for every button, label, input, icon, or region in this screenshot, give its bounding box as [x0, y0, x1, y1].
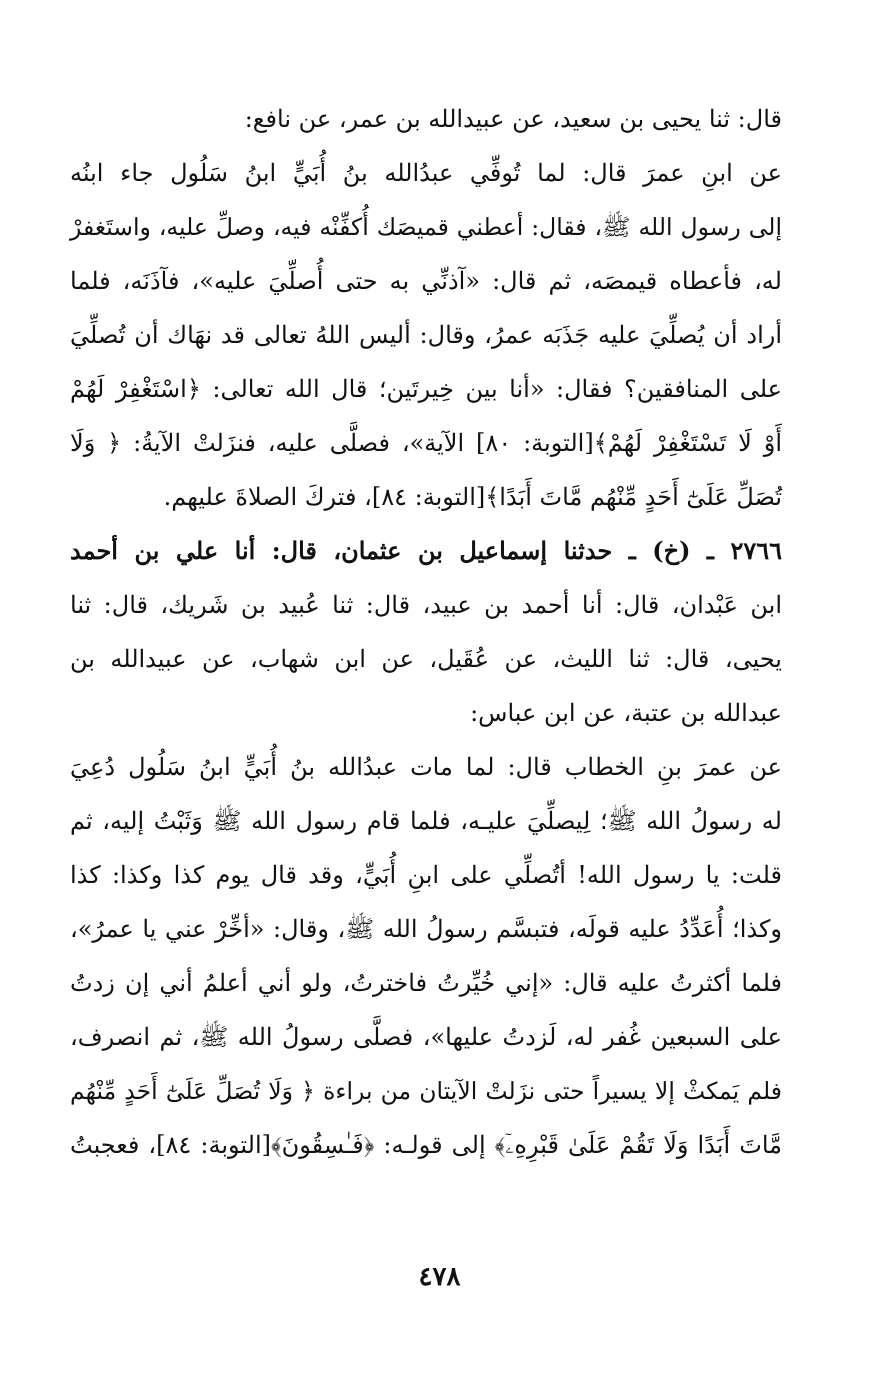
text-line: له رسولُ الله ﷺ؛ لِيصلِّيَ عليـه، فلما قام رسول الله ﷺ وَثَبْتُ إليه، ثم: [70, 807, 782, 835]
text-line: قلت: يا رسول الله! أتُصلِّي على ابنِ أُبَيٍّ، وقد قال يوم كذا وكذا: كذا: [70, 861, 782, 889]
text-line: ابن عَبْدان، قال: أنا أحمد بن عبيد، قال: ثنا عُبيد بن شَريك، قال: ثنا: [70, 591, 782, 619]
text-line: عبدالله بن عتبة، عن ابن عباس:: [470, 699, 782, 727]
text-line: فلما أكثرتُ عليه قال: «إني خُيِّرتُ فاخترتُ، ولو أني أعلمُ أني إن زدتُ: [70, 969, 782, 997]
text-line: تُصَلِّ عَلَىٰٓ أَحَدٍ مِّنْهُم مَّاتَ أَبَدًا﴾[التوبة: ٨٤]، فتركَ الصلاةَ عليهم.: [163, 483, 782, 511]
text-line: عن ابنِ عمرَ قال: لما تُوفِّي عبدُالله بنُ أُبَيٍّ ابنُ سَلُول جاء ابنُه: [70, 159, 782, 187]
text-line: مَّاتَ أَبَدًا وَلَا تَقُمْ عَلَىٰ قَبْرِهِۦٓ﴾ إلى قولـه: ﴿فَـٰسِقُونَ﴾[التوبة: ٨٤]، فعجبتُ: [70, 1131, 782, 1159]
page-number: ٤٧٨: [418, 1262, 461, 1292]
text-line: أَوْ لَا تَسْتَغْفِرْ لَهُمْ﴾[التوبة: ٨٠] الآية»، فصلَّى عليه، فنزَلتْ الآيةُ: ﴿ وَلَا: [70, 429, 783, 457]
text-line: وكذا؛ أُعَدِّدُ عليه قولَه، فتبسَّم رسولُ الله ﷺ، وقال: «أخِّرْ عني يا عمرُ»،: [70, 915, 782, 943]
text-line: إلى رسول الله ﷺ، فقال: أعطني قميصَك أُكفِّنْه فيه، وصلِّ عليه، واستَغفرْ: [70, 213, 782, 241]
text-line: له، فأعطاه قيمصَه، ثم قال: «آذنِّي به حتى أُصلِّيَ عليه»، فآذَنَه، فلما: [70, 267, 782, 295]
text-line: يحيى، قال: ثنا الليث، عن عُقَيل، عن ابن شهاب، عن عبيدالله بن: [70, 645, 782, 673]
text-line: على السبعين غُفر له، لَزدتُ عليها»، فصلَّى رسولُ الله ﷺ، ثم انصرف،: [70, 1023, 782, 1051]
text-line: أراد أن يُصلِّيَ عليه جَذَبَه عمرُ، وقال: أليس اللهُ تعالى قد نهَاك أن تُصلِّيَ: [70, 321, 782, 349]
text-line: قال: ثنا يحيى بن سعيد، عن عبيدالله بن عمر، عن نافع:: [244, 105, 782, 133]
hadith-heading-line: ٢٧٦٦ ـ (خ) ـ حدثنا إسماعيل بن عثمان، قال: أنا علي بن أحمد: [70, 536, 782, 565]
text-line: فلم يَمكثْ إلا يسيراً حتى نزَلتْ الآيتان من براءة ﴿ وَلَا تُصَلِّ عَلَىٰٓ أَحَدٍ مِّنْهُم: [70, 1077, 782, 1105]
page-body: [70, 92, 782, 1172]
text-line: عن عمرَ بنِ الخطاب قال: لما مات عبدُالله بنُ أُبَيٍّ ابنُ سَلُول دُعِيَ: [70, 753, 782, 781]
text-line: على المنافقين؟ فقال: «أنا بين خِيرتَين؛ قال الله تعالى: ﴿اسْتَغْفِرْ لَهُمْ: [70, 375, 782, 403]
